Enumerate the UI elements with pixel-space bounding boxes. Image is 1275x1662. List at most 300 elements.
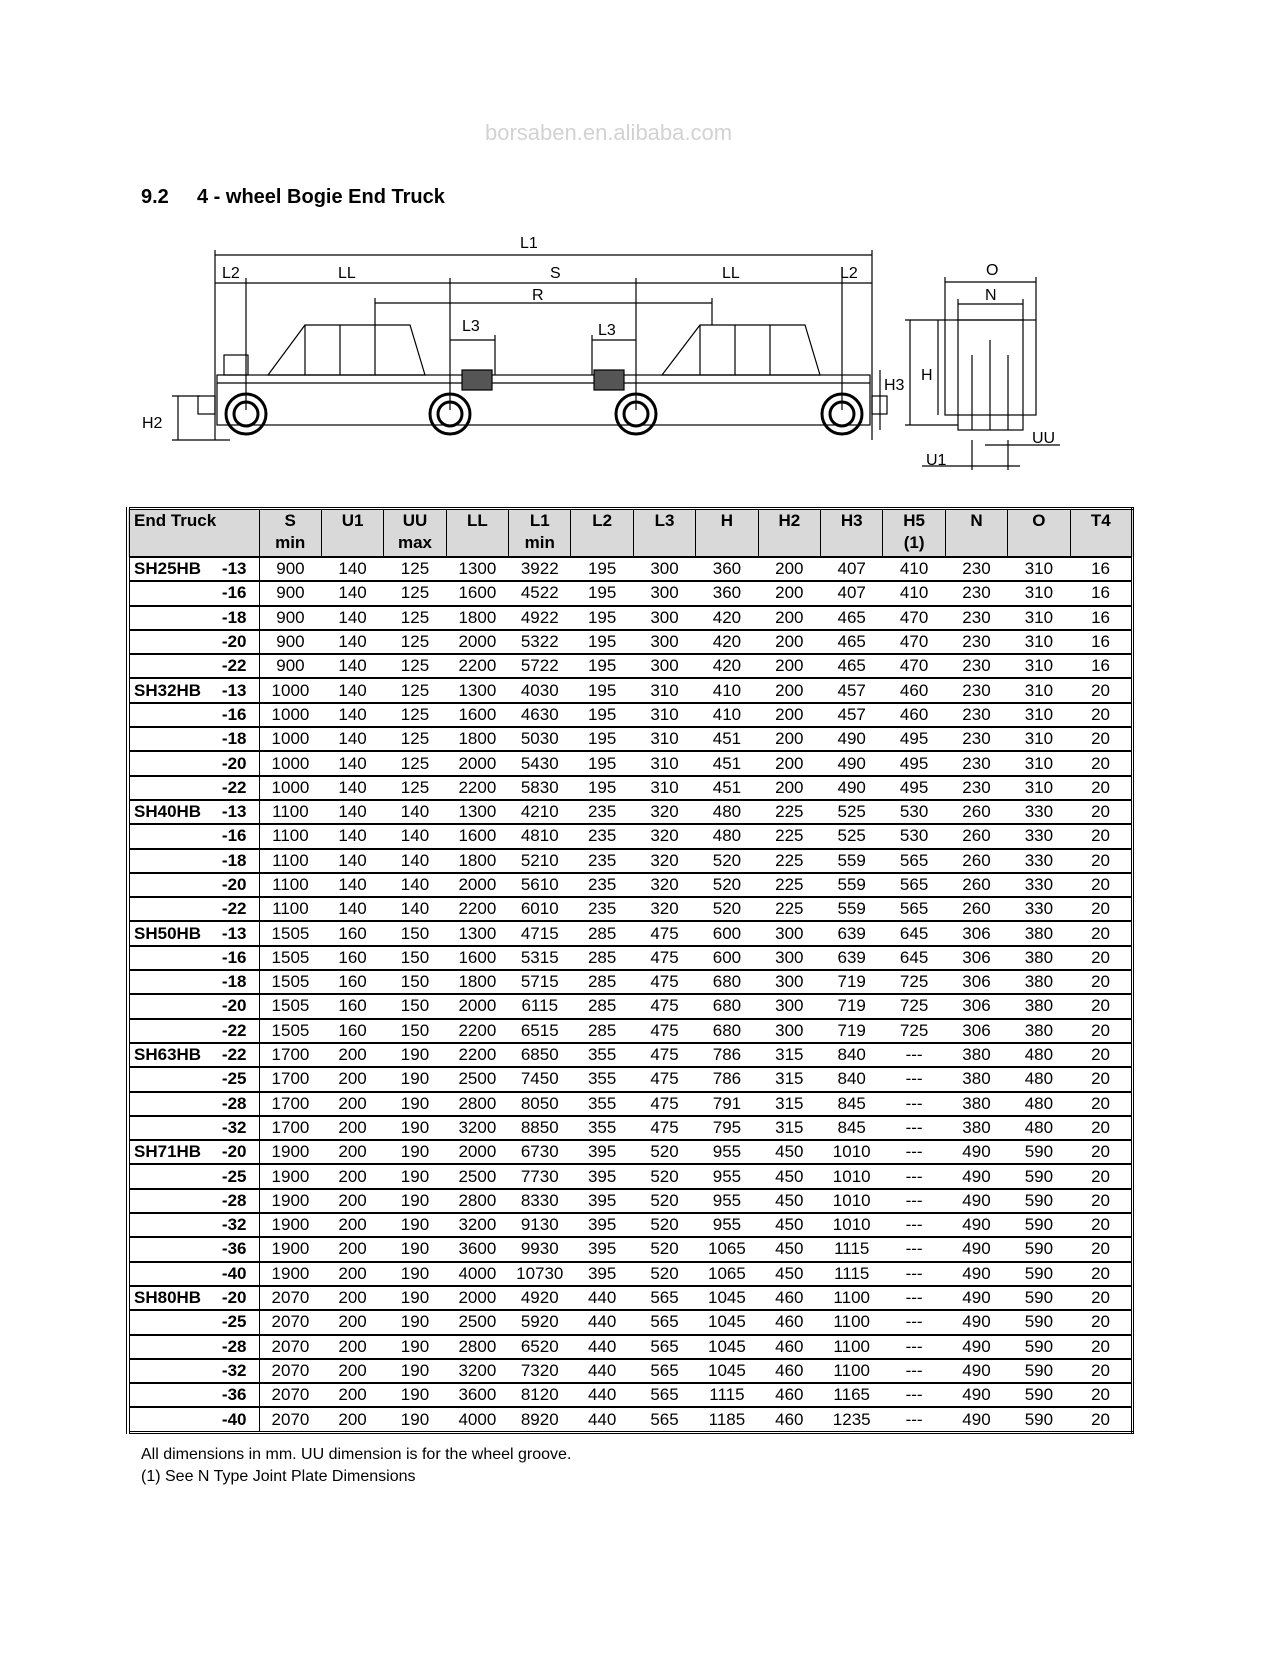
table-cell: 559: [821, 897, 883, 921]
table-cell: 320: [633, 824, 695, 848]
table-cell: 450: [758, 1189, 820, 1213]
model-cell: [128, 678, 259, 702]
table-row: [128, 1407, 1133, 1432]
table-cell: 2500: [446, 1067, 508, 1091]
table-cell: 8920: [509, 1407, 571, 1432]
table-cell: 20: [1070, 1019, 1132, 1043]
table-cell: 559: [821, 849, 883, 873]
header-label: H3: [840, 511, 863, 530]
table-cell: ---: [883, 1213, 945, 1237]
table-cell: 680: [696, 1019, 758, 1043]
model-variant: -22: [221, 899, 247, 919]
table-cell: 3200: [446, 1213, 508, 1237]
model-cell: [128, 824, 259, 848]
table-cell: 140: [321, 678, 383, 702]
model-name: SH63HB: [134, 1045, 202, 1065]
table-cell: 140: [321, 897, 383, 921]
table-cell: 380: [1008, 946, 1070, 970]
table-cell: 140: [321, 849, 383, 873]
table-cell: 1800: [446, 849, 508, 873]
table-cell: 407: [821, 581, 883, 605]
table-cell: 7450: [509, 1067, 571, 1091]
table-cell: 1900: [259, 1237, 321, 1261]
model-cell: [128, 873, 259, 897]
section-heading: 4 - wheel Bogie End Truck: [197, 186, 445, 208]
table-row: [128, 946, 1133, 970]
table-cell: 2200: [446, 897, 508, 921]
table-cell: 2500: [446, 1164, 508, 1188]
table-cell: 230: [945, 557, 1007, 581]
model-cell: [128, 1407, 259, 1432]
table-cell: 1100: [259, 824, 321, 848]
table-cell: 460: [758, 1383, 820, 1407]
table-cell: 260: [945, 897, 1007, 921]
table-cell: 2070: [259, 1310, 321, 1334]
table-cell: 200: [758, 581, 820, 605]
table-cell: 2000: [446, 994, 508, 1018]
table-cell: 565: [633, 1286, 695, 1310]
table-cell: 20: [1070, 1164, 1132, 1188]
model-cell: [128, 1335, 259, 1359]
table-row: [128, 921, 1133, 945]
model-name: SH40HB: [134, 802, 202, 822]
model-name: SH25HB: [134, 559, 202, 579]
table-cell: 306: [945, 1019, 1007, 1043]
table-cell: 20: [1070, 1067, 1132, 1091]
table-cell: 1235: [821, 1407, 883, 1432]
model-variant: -16: [221, 704, 247, 724]
header-label: End Truck: [134, 511, 217, 530]
table-cell: 2800: [446, 1335, 508, 1359]
table-cell: 719: [821, 970, 883, 994]
table-cell: 1000: [259, 751, 321, 775]
table-cell: 200: [321, 1116, 383, 1140]
table-cell: 306: [945, 994, 1007, 1018]
table-cell: 1100: [259, 897, 321, 921]
table-cell: 470: [883, 630, 945, 654]
table-cell: 475: [633, 1043, 695, 1067]
table-cell: 490: [945, 1335, 1007, 1359]
table-cell: 490: [945, 1189, 1007, 1213]
table-cell: 140: [321, 581, 383, 605]
table-cell: 20: [1070, 703, 1132, 727]
table-cell: 530: [883, 824, 945, 848]
section-number: 9.2: [141, 186, 169, 208]
table-cell: 225: [758, 824, 820, 848]
table-cell: 150: [384, 946, 446, 970]
table-cell: 230: [945, 727, 1007, 751]
table-cell: 190: [384, 1164, 446, 1188]
table-cell: 310: [1008, 776, 1070, 800]
table-cell: 200: [321, 1043, 383, 1067]
table-cell: 200: [321, 1140, 383, 1164]
table-cell: 320: [633, 800, 695, 824]
table-row: [128, 994, 1133, 1018]
table-cell: 310: [1008, 727, 1070, 751]
header-label: H: [720, 511, 734, 530]
table-row: [128, 1359, 1133, 1383]
table-cell: 230: [945, 630, 1007, 654]
table-cell: 355: [571, 1043, 633, 1067]
table-cell: 125: [384, 751, 446, 775]
table-cell: 315: [758, 1043, 820, 1067]
header-sublabel: (1): [903, 533, 925, 552]
table-cell: 4210: [509, 800, 571, 824]
table-cell: 530: [883, 800, 945, 824]
header-label: S: [284, 511, 296, 530]
table-cell: 195: [571, 727, 633, 751]
table-cell: 4030: [509, 678, 571, 702]
table-cell: 1065: [696, 1237, 758, 1261]
table-cell: 300: [758, 970, 820, 994]
table-cell: 260: [945, 873, 1007, 897]
model-cell: [128, 703, 259, 727]
table-cell: 900: [259, 606, 321, 630]
model-cell: [128, 1092, 259, 1116]
model-cell: [128, 1286, 259, 1310]
table-cell: 125: [384, 678, 446, 702]
table-cell: 1045: [696, 1335, 758, 1359]
table-cell: 490: [945, 1286, 1007, 1310]
table-cell: 1505: [259, 970, 321, 994]
model-variant: -13: [221, 802, 247, 822]
table-cell: 559: [821, 873, 883, 897]
table-cell: 6730: [509, 1140, 571, 1164]
table-cell: 200: [321, 1335, 383, 1359]
table-cell: 2000: [446, 630, 508, 654]
table-cell: 1900: [259, 1189, 321, 1213]
table-cell: 395: [571, 1189, 633, 1213]
table-cell: 310: [1008, 654, 1070, 678]
table-cell: 140: [321, 727, 383, 751]
table-cell: 190: [384, 1213, 446, 1237]
table-cell: 1300: [446, 921, 508, 945]
column-header: [446, 509, 508, 558]
table-cell: 2800: [446, 1189, 508, 1213]
table-cell: 1600: [446, 581, 508, 605]
model-cell: [128, 776, 259, 800]
table-cell: 380: [1008, 1019, 1070, 1043]
table-cell: 520: [696, 873, 758, 897]
table-cell: 460: [883, 678, 945, 702]
table-row: [128, 1092, 1133, 1116]
model-variant: -22: [221, 777, 247, 797]
label-H2: H2: [142, 415, 163, 432]
table-cell: 410: [696, 678, 758, 702]
table-cell: 2000: [446, 1286, 508, 1310]
table-cell: 235: [571, 873, 633, 897]
table-cell: 1100: [259, 873, 321, 897]
table-cell: 680: [696, 970, 758, 994]
model-variant: -36: [221, 1385, 247, 1405]
table-cell: 475: [633, 1116, 695, 1140]
model-cell: [128, 557, 259, 581]
table-cell: 786: [696, 1043, 758, 1067]
table-cell: 200: [758, 678, 820, 702]
table-cell: 410: [883, 557, 945, 581]
header-label: LL: [466, 511, 488, 530]
label-LL-left: LL: [338, 265, 356, 282]
table-cell: 565: [633, 1407, 695, 1432]
table-cell: 1185: [696, 1407, 758, 1432]
model-cell: [128, 849, 259, 873]
table-cell: ---: [883, 1310, 945, 1334]
end-truck-drawing: [0, 0, 1275, 500]
table-cell: ---: [883, 1116, 945, 1140]
table-cell: 460: [758, 1286, 820, 1310]
table-cell: 475: [633, 946, 695, 970]
table-cell: 395: [571, 1213, 633, 1237]
table-cell: 5722: [509, 654, 571, 678]
table-cell: 20: [1070, 873, 1132, 897]
table-cell: 140: [384, 824, 446, 848]
table-row: [128, 1164, 1133, 1188]
table-cell: 2200: [446, 1043, 508, 1067]
table-cell: 955: [696, 1140, 758, 1164]
table-cell: 20: [1070, 921, 1132, 945]
table-cell: 2070: [259, 1335, 321, 1359]
table-cell: ---: [883, 1286, 945, 1310]
table-cell: 395: [571, 1164, 633, 1188]
table-cell: 1505: [259, 994, 321, 1018]
header-label: H2: [778, 511, 801, 530]
table-cell: 3600: [446, 1237, 508, 1261]
table-cell: 195: [571, 678, 633, 702]
table-cell: 200: [758, 654, 820, 678]
table-cell: 520: [633, 1262, 695, 1286]
table-cell: 1100: [259, 849, 321, 873]
table-cell: 20: [1070, 727, 1132, 751]
model-variant: -20: [221, 632, 247, 652]
table-cell: ---: [883, 1359, 945, 1383]
table-cell: 260: [945, 849, 1007, 873]
column-header: [321, 509, 383, 558]
table-cell: 460: [758, 1310, 820, 1334]
table-row: [128, 1116, 1133, 1140]
table-cell: 200: [321, 1310, 383, 1334]
table-cell: 380: [945, 1067, 1007, 1091]
table-cell: 125: [384, 630, 446, 654]
table-cell: 2800: [446, 1092, 508, 1116]
column-header: [259, 509, 321, 558]
column-header: [945, 509, 1007, 558]
table-cell: 420: [696, 630, 758, 654]
table-cell: 410: [696, 703, 758, 727]
table-cell: 195: [571, 751, 633, 775]
table-cell: 1100: [821, 1286, 883, 1310]
table-cell: 4715: [509, 921, 571, 945]
table-cell: 520: [633, 1140, 695, 1164]
table-cell: 20: [1070, 1335, 1132, 1359]
table-cell: 190: [384, 1140, 446, 1164]
table-cell: 195: [571, 776, 633, 800]
table-cell: 460: [758, 1407, 820, 1432]
table-cell: 600: [696, 921, 758, 945]
model-variant: -40: [221, 1263, 247, 1283]
table-cell: 1100: [821, 1310, 883, 1334]
table-cell: 160: [321, 921, 383, 945]
table-cell: 480: [1008, 1043, 1070, 1067]
table-cell: 590: [1008, 1335, 1070, 1359]
header-label: N: [970, 511, 983, 530]
table-row: [128, 1335, 1133, 1359]
model-cell: [128, 897, 259, 921]
table-cell: 20: [1070, 994, 1132, 1018]
table-cell: 230: [945, 654, 1007, 678]
table-row: [128, 606, 1133, 630]
table-cell: 285: [571, 1019, 633, 1043]
model-variant: -20: [221, 996, 247, 1016]
table-cell: 1300: [446, 678, 508, 702]
table-cell: 1900: [259, 1164, 321, 1188]
table-cell: 6515: [509, 1019, 571, 1043]
table-cell: 590: [1008, 1407, 1070, 1432]
table-cell: 840: [821, 1043, 883, 1067]
table-cell: 1900: [259, 1262, 321, 1286]
table-cell: 20: [1070, 824, 1132, 848]
model-cell: [128, 581, 259, 605]
model-variant: -18: [221, 850, 247, 870]
table-cell: 645: [883, 921, 945, 945]
header-sublabel: min: [275, 533, 306, 552]
table-cell: 320: [633, 897, 695, 921]
model-variant: -18: [221, 607, 247, 627]
table-cell: 1045: [696, 1359, 758, 1383]
table-cell: 5920: [509, 1310, 571, 1334]
table-row: [128, 1043, 1133, 1067]
table-cell: 1800: [446, 606, 508, 630]
table-row: [128, 1383, 1133, 1407]
table-cell: 480: [696, 824, 758, 848]
table-cell: 380: [1008, 970, 1070, 994]
table-cell: 1100: [259, 800, 321, 824]
table-cell: 10730: [509, 1262, 571, 1286]
table-cell: 460: [883, 703, 945, 727]
label-L2-left: L2: [222, 265, 240, 282]
table-cell: 490: [821, 751, 883, 775]
header-sublabel: max: [397, 533, 432, 552]
table-cell: 1115: [696, 1383, 758, 1407]
table-cell: 9930: [509, 1237, 571, 1261]
table-cell: 460: [758, 1359, 820, 1383]
table-cell: 260: [945, 800, 1007, 824]
table-cell: 590: [1008, 1164, 1070, 1188]
table-cell: 520: [633, 1237, 695, 1261]
table-cell: 1000: [259, 678, 321, 702]
model-variant: -20: [221, 753, 247, 773]
dimensions-table: [126, 507, 1134, 1434]
table-cell: 190: [384, 1310, 446, 1334]
table-cell: 457: [821, 703, 883, 727]
table-cell: 300: [758, 1019, 820, 1043]
table-header-row: [128, 509, 1133, 558]
table-cell: 440: [571, 1335, 633, 1359]
table-cell: 1900: [259, 1213, 321, 1237]
table-cell: 190: [384, 1043, 446, 1067]
table-row: [128, 800, 1133, 824]
table-cell: 225: [758, 897, 820, 921]
table-cell: 200: [758, 606, 820, 630]
table-cell: 200: [758, 703, 820, 727]
table-cell: 20: [1070, 849, 1132, 873]
table-cell: 420: [696, 606, 758, 630]
table-cell: 125: [384, 703, 446, 727]
table-cell: 380: [945, 1043, 1007, 1067]
table-cell: 3200: [446, 1116, 508, 1140]
table-cell: 565: [633, 1359, 695, 1383]
table-cell: 1065: [696, 1262, 758, 1286]
table-cell: 4000: [446, 1407, 508, 1432]
model-cell: [128, 1359, 259, 1383]
model-variant: -28: [221, 1336, 247, 1356]
table-cell: 140: [321, 557, 383, 581]
label-S: S: [550, 265, 561, 282]
label-L3-right: L3: [598, 322, 616, 339]
side-view: [142, 235, 905, 440]
table-cell: 590: [1008, 1310, 1070, 1334]
table-cell: 410: [883, 581, 945, 605]
table-cell: 310: [1008, 678, 1070, 702]
table-cell: 520: [633, 1164, 695, 1188]
header-label: L2: [592, 511, 613, 530]
table-cell: 140: [321, 751, 383, 775]
table-cell: 195: [571, 581, 633, 605]
table-row: [128, 849, 1133, 873]
model-cell: [128, 727, 259, 751]
table-cell: 1045: [696, 1286, 758, 1310]
header-label: T4: [1090, 511, 1111, 530]
table-cell: 310: [1008, 557, 1070, 581]
table-cell: 20: [1070, 946, 1132, 970]
column-header: [696, 509, 758, 558]
model-variant: -20: [221, 875, 247, 894]
model-variant: -32: [221, 1215, 247, 1235]
table-cell: 200: [758, 751, 820, 775]
table-cell: 310: [1008, 581, 1070, 605]
table-cell: 520: [633, 1213, 695, 1237]
table-cell: 900: [259, 630, 321, 654]
table-cell: 590: [1008, 1189, 1070, 1213]
table-cell: 1010: [821, 1140, 883, 1164]
table-cell: 1900: [259, 1140, 321, 1164]
table-cell: 490: [821, 727, 883, 751]
table-cell: 5715: [509, 970, 571, 994]
table-cell: 395: [571, 1140, 633, 1164]
table-cell: 480: [1008, 1092, 1070, 1116]
table-cell: ---: [883, 1262, 945, 1286]
label-L1: L1: [520, 235, 538, 252]
table-cell: 395: [571, 1237, 633, 1261]
table-cell: 1010: [821, 1189, 883, 1213]
table-cell: 310: [1008, 751, 1070, 775]
table-cell: 190: [384, 1092, 446, 1116]
table-cell: 195: [571, 557, 633, 581]
table-cell: 2200: [446, 1019, 508, 1043]
table-cell: 20: [1070, 1286, 1132, 1310]
table-cell: 845: [821, 1116, 883, 1140]
table-cell: 470: [883, 654, 945, 678]
table-cell: 4922: [509, 606, 571, 630]
table-cell: 725: [883, 970, 945, 994]
table-cell: 7730: [509, 1164, 571, 1188]
table-cell: 6850: [509, 1043, 571, 1067]
table-cell: 2070: [259, 1383, 321, 1407]
table-cell: 310: [633, 751, 695, 775]
table-cell: 480: [1008, 1067, 1070, 1091]
table-cell: 20: [1070, 897, 1132, 921]
table-row: [128, 824, 1133, 848]
table-cell: 1505: [259, 1019, 321, 1043]
